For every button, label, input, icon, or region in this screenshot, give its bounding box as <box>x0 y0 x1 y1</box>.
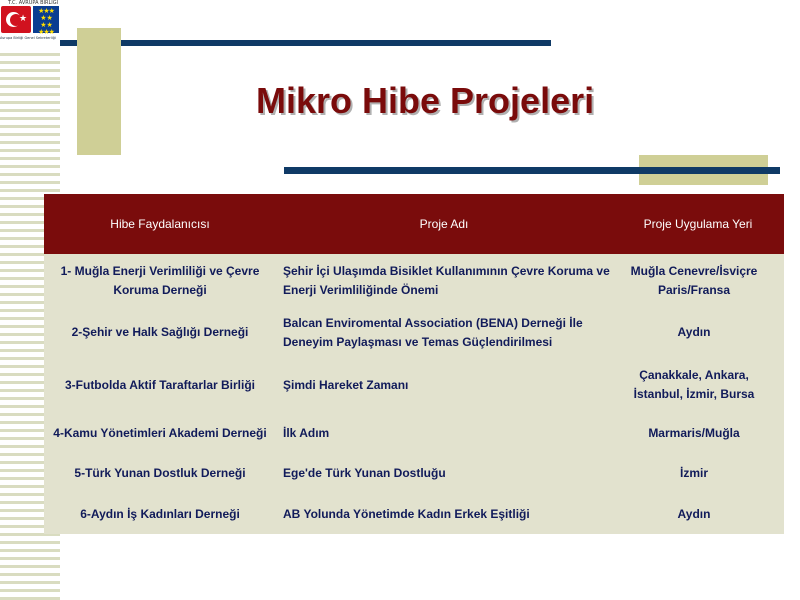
table-row-5-project: Ege'de Türk Yunan Dostluğu <box>283 466 446 480</box>
eu-flag-icon: ★★★ ★ ★ ★ ★ ★★★ <box>33 6 59 33</box>
top-divider-bar <box>60 40 551 46</box>
column-header-project: Proje Adı <box>419 217 469 231</box>
table-row-3-project: Şimdi Hareket Zamanı <box>283 378 409 392</box>
table-row-5-location: İzmir <box>679 466 708 480</box>
logo <box>0 0 60 48</box>
column-header-beneficiary: Hibe Faydalanıcısı <box>110 217 210 231</box>
page-title: Mikro Hibe Projeleri <box>256 80 595 121</box>
table-row-1-location: Muğla Cenevre/İsviçre Paris/Fransa <box>630 264 758 297</box>
table-row-2-project: Balcan Enviromental Association (BENA) Derneği İle Deneyim Paylaşması ve Temas Güçlendirilmesi <box>283 316 583 349</box>
table-row-2-beneficiary: 2-Şehir ve Halk Sağlığı Derneği <box>71 325 249 339</box>
table-row-6-beneficiary: 6-Aydın İş Kadınları Derneği <box>80 507 240 521</box>
table-row-6-project: AB Yolunda Yönetimde Kadın Erkek Eşitliği <box>283 507 530 521</box>
table-row-1-beneficiary: 1- Muğla Enerji Verimliliği ve Çevre Koruma Derneği <box>60 264 260 297</box>
table-header <box>44 194 784 254</box>
table-row-4-beneficiary: 4-Kamu Yönetimleri Akademi Derneği <box>53 426 267 440</box>
table-row-3-location: Çanakkale, Ankara, İstanbul, İzmir, Bursa <box>633 368 755 401</box>
table-row-2-location: Aydın <box>677 325 711 339</box>
logo-top-text: T.C. AVRUPA BİRLİĞİ <box>8 0 59 6</box>
table-row-5-beneficiary: 5-Türk Yunan Dostluk Derneği <box>74 466 246 480</box>
table-row-3-beneficiary: 3-Futbolda Aktif Taraftarlar Birliği <box>64 378 256 392</box>
table-row-6-location: Aydın <box>677 507 711 521</box>
turkish-flag-icon: ★ <box>1 6 31 33</box>
table-body <box>44 254 784 534</box>
bottom-divider-bar <box>284 167 780 174</box>
column-header-location: Proje Uygulama Yeri <box>643 217 753 231</box>
table-row-1-project: Şehir İçi Ulaşımda Bisiklet Kullanımının Çevre Koruma ve Enerji Verimliliğinde Önemi <box>283 264 610 297</box>
accent-rectangle-left <box>77 28 121 155</box>
table-row-4-location: Marmaris/Muğla <box>648 426 740 440</box>
logo-caption: Avrupa Birliği Genel Sekreterliği <box>0 36 56 40</box>
table-row-4-project: İlk Adım <box>283 426 330 440</box>
projects-table <box>44 194 784 534</box>
